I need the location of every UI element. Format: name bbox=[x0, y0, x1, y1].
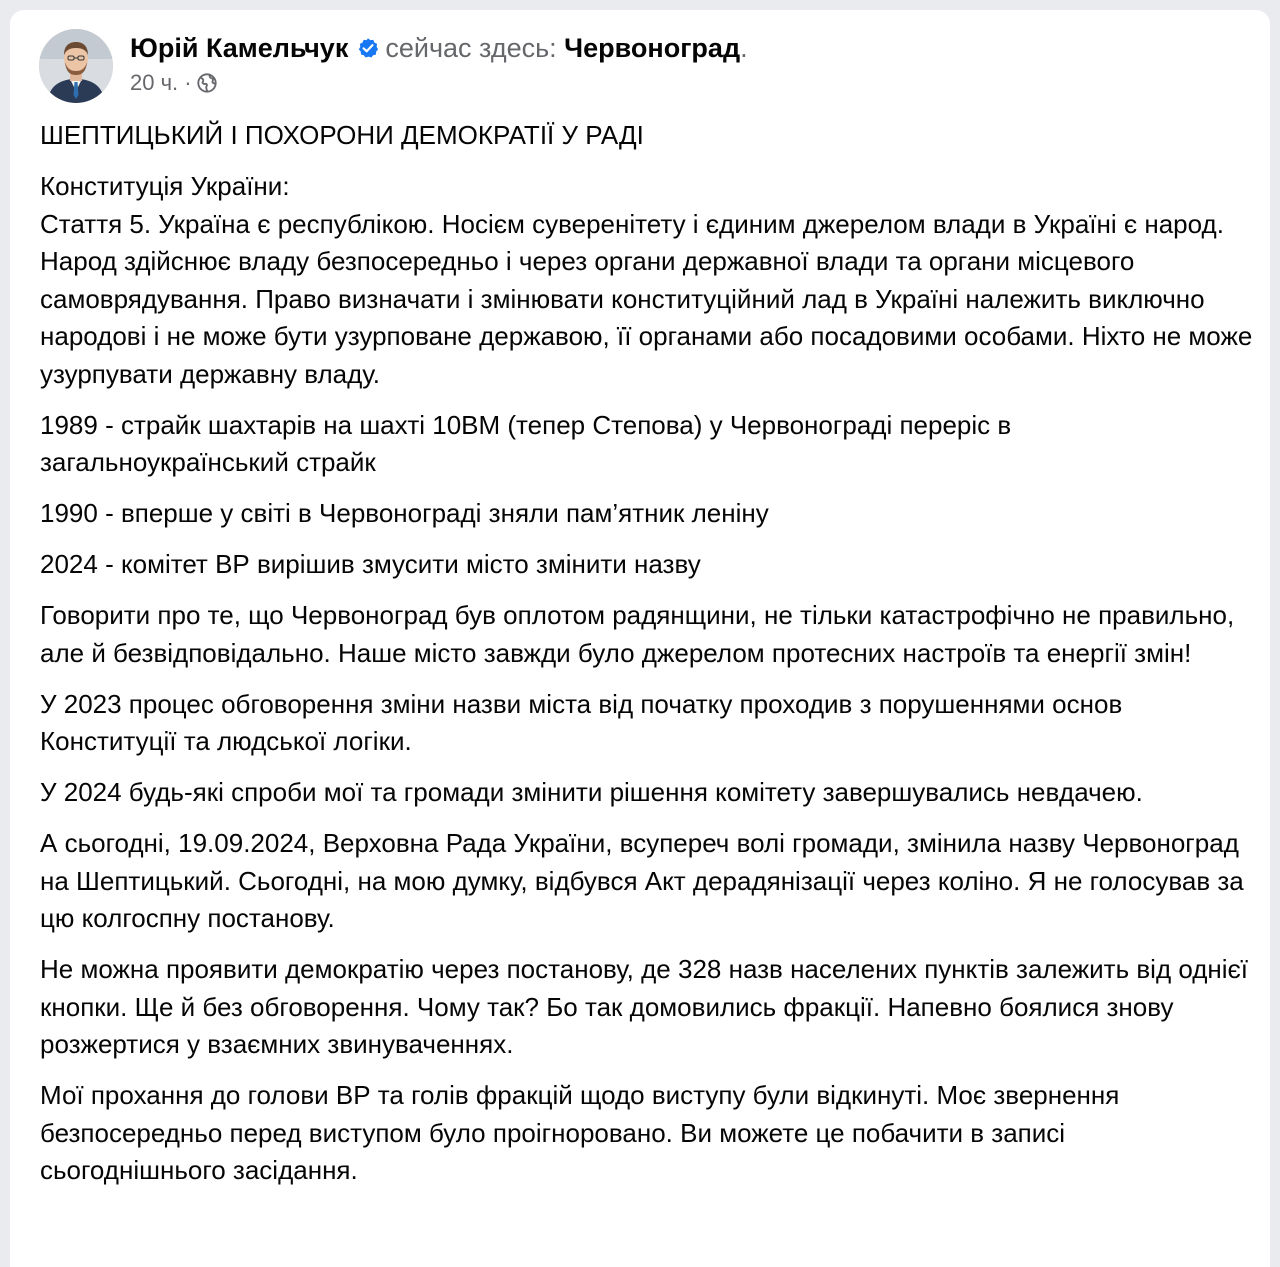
post-paragraph: А сьогодні, 19.09.2024, Верховна Рада України, всупереч волі громади, змінила назву Червоноград на Шептицький. Сьогодні, на мою думку, відбувся Акт дерадянізації через коліно. Я не голосував за цю колгоспну постанову. bbox=[40, 828, 1244, 933]
location-period: . bbox=[740, 33, 748, 63]
post-paragraph: Говорити про те, що Червоноград був оплотом радянщини, не тільки катастрофічно не правильно, але й безвідповідально. Наше місто завжди було джерелом протесних настроїв та енергії змін! bbox=[40, 600, 1235, 668]
post-title: ШЕПТИЦЬКИЙ І ПОХОРОНИ ДЕМОКРАТІЇ У РАДІ bbox=[40, 120, 644, 150]
globe-icon[interactable] bbox=[196, 71, 218, 93]
post-paragraph: У 2024 будь-які спроби мої та громади змінити рішення комітету завершувались невдачею. bbox=[40, 777, 1143, 807]
person-avatar-icon bbox=[39, 29, 113, 103]
meta-separator: · bbox=[184, 70, 192, 95]
post-timestamp[interactable]: 20 ч. bbox=[130, 70, 179, 95]
post-paragraph: 1989 - страйк шахтарів на шахті 10ВМ (тепер Степова) у Червонограді переріс в загальноукраїнський страйк bbox=[40, 409, 1012, 477]
verified-badge-icon bbox=[357, 31, 379, 53]
location-prefix: сейчас здесь: bbox=[385, 33, 557, 63]
post-paragraph: Не можна проявити демократію через постанову, де 328 назв населених пунктів залежить від однієї кнопки. Ще й без обговорення. Чому так? Бо так домовились фракції. Напевно боялися знову розжертися у взаємних звинуваченнях. bbox=[40, 954, 1249, 1059]
location-link[interactable]: Червоноград bbox=[564, 33, 741, 63]
post-body bbox=[40, 117, 1255, 1203]
post-paragraph: 1990 - вперше у світі в Червонограді зняли пам’ятник леніну bbox=[40, 498, 769, 528]
post-meta bbox=[130, 67, 748, 99]
post-header-text bbox=[130, 29, 748, 99]
author-name[interactable]: Юрій Камельчук bbox=[130, 33, 349, 63]
post-paragraph: Мої прохання до голови ВР та голів фракцій щодо виступу були відкинуті. Моє звернення безпосередньо перед виступом було проігноровано. Ви можете це побачити в записі сьогоднішнього засідання. bbox=[40, 1080, 1120, 1185]
post-paragraph: У 2023 процес обговорення зміни назви міста від початку проходив з порушеннями основ Конституції та людської логіки. bbox=[40, 688, 1123, 756]
post-paragraph: Конституція України: Стаття 5. Україна є республікою. Носієм суверенітету і єдиним джерелом влади в Україні є народ. Народ здійснює владу безпосередньо і через органи державної влади та органи місцевого самоврядування. Право визначати і змінювати конституційний лад в Україні належить виключно народові і не може бути узурповане державою, її органами або посадовими особами. Ніхто не може узурпувати державну владу. bbox=[40, 171, 1253, 389]
post-card bbox=[10, 10, 1270, 1267]
author-line bbox=[130, 29, 748, 67]
author-avatar[interactable] bbox=[39, 29, 113, 103]
post-header bbox=[39, 29, 1239, 109]
post-paragraph: 2024 - комітет ВР вирішив змусити місто змінити назву bbox=[40, 549, 701, 579]
